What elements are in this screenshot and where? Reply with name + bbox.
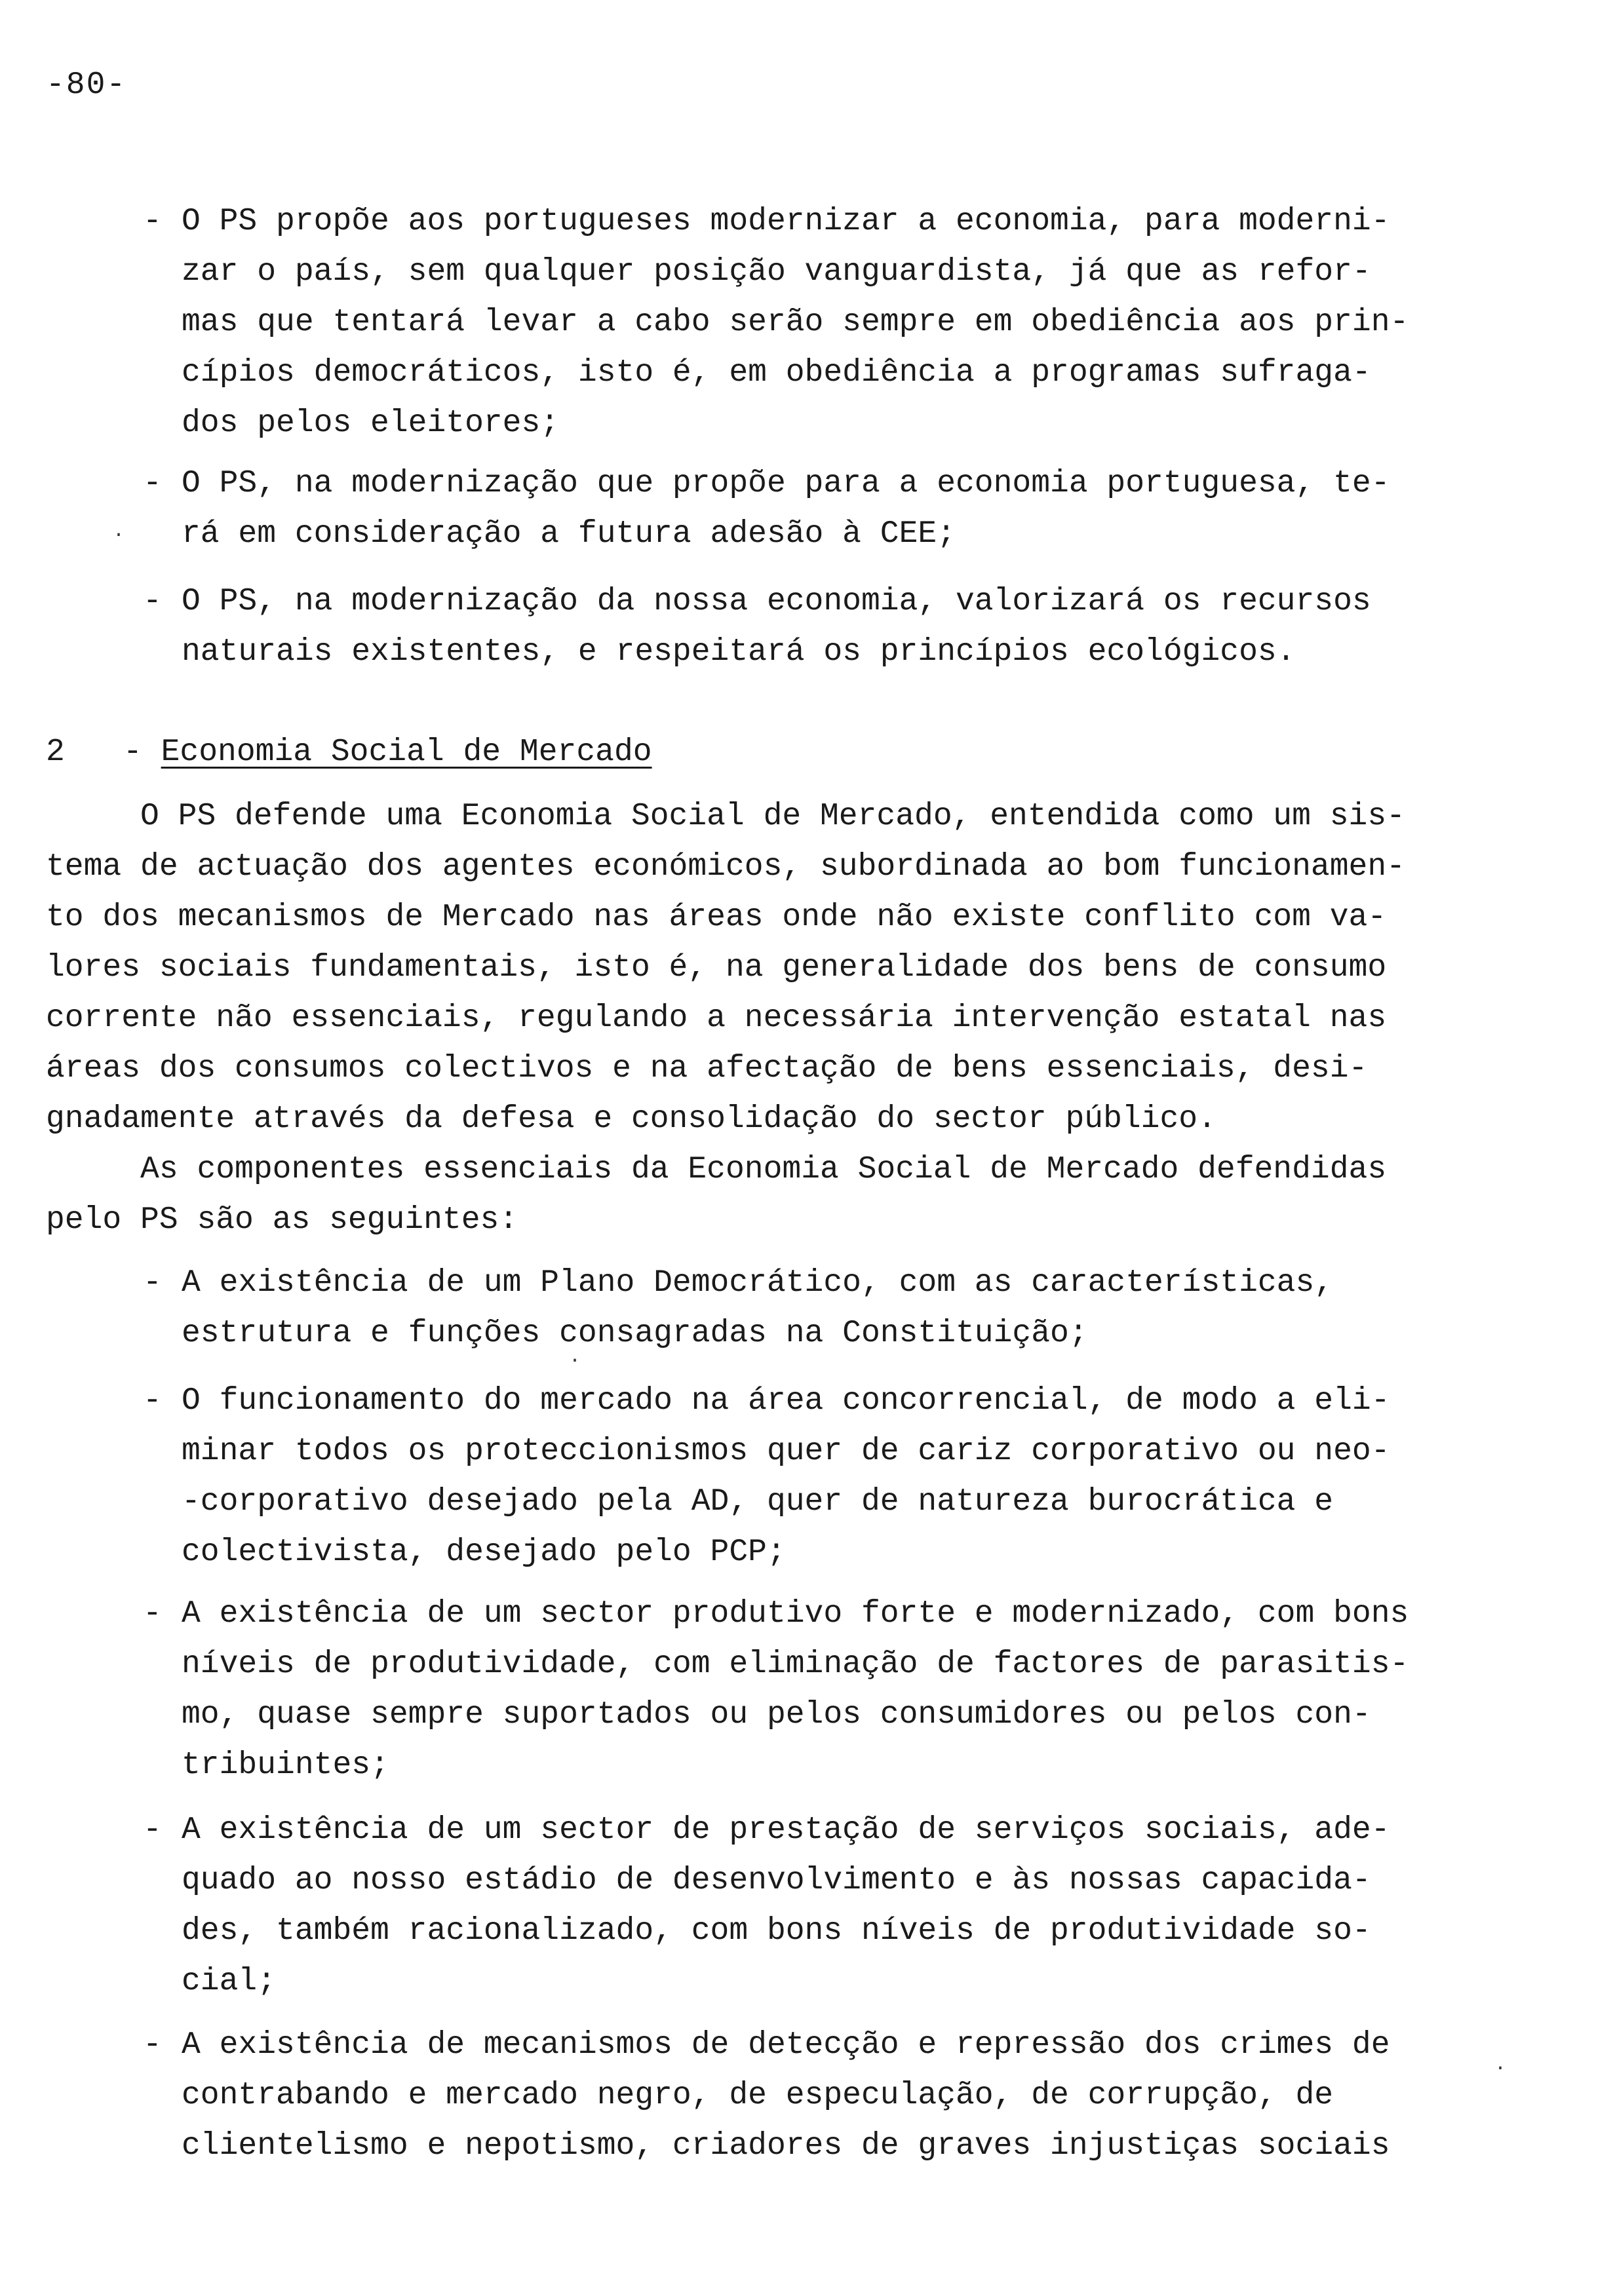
list-item-dash: - bbox=[143, 204, 162, 239]
scan-speck: · bbox=[113, 524, 125, 546]
list-item-dash: - bbox=[143, 1383, 162, 1419]
list-item-line: tribuintes; bbox=[182, 1748, 389, 1783]
section-title bbox=[123, 727, 652, 778]
list-item-line: rá em consideração a futura adesão à CEE; bbox=[182, 516, 956, 552]
paragraph-line: corrente não essenciais, regulando a necessária intervenção estatal nas bbox=[46, 1001, 1387, 1036]
list-item-line: mas que tentará levar a cabo serão sempre em obediência aos prin- bbox=[182, 305, 1409, 340]
list-item-dash: - bbox=[143, 1596, 162, 1632]
list-item-line: A existência de um Plano Democrático, com as características, bbox=[182, 1265, 1334, 1301]
list-item-dash: - bbox=[143, 466, 162, 501]
paragraph-line: tema de actuação dos agentes económicos, subordinada ao bom funcionamen- bbox=[46, 849, 1405, 885]
list-item-line: clientelismo e nepotismo, criadores de graves injustiças sociais bbox=[182, 2128, 1390, 2164]
list-item-line: -corporativo desejado pela AD, quer de natureza burocrática e bbox=[182, 1484, 1334, 1520]
list-item-line: quado ao nosso estádio de desenvolvimento e às nossas capacida- bbox=[182, 1863, 1371, 1898]
paragraph-line: to dos mecanismos de Mercado nas áreas onde não existe conflito com va- bbox=[46, 900, 1387, 935]
paragraph-line: lores sociais fundamentais, isto é, na generalidade dos bens de consumo bbox=[46, 950, 1387, 985]
section-title-text: Economia Social de Mercado bbox=[161, 735, 652, 770]
list-item-line: A existência de mecanismos de detecção e repressão dos crimes de bbox=[182, 2027, 1390, 2063]
paragraph-line: gnadamente através da defesa e consolidação do sector público. bbox=[46, 1101, 1216, 1137]
list-item-line: zar o país, sem qualquer posição vanguardista, já que as refor- bbox=[182, 254, 1371, 290]
list-item-line: O PS, na modernização que propõe para a economia portuguesa, te- bbox=[182, 466, 1390, 501]
list-item-line: contrabando e mercado negro, de especulação, de corrupção, de bbox=[182, 2078, 1334, 2113]
list-item-line: colectivista, desejado pelo PCP; bbox=[182, 1535, 786, 1570]
list-item-line: dos pelos eleitores; bbox=[182, 406, 560, 441]
section-number: 2 bbox=[46, 735, 65, 770]
list-item-line: O funcionamento do mercado na área concorrencial, de modo a eli- bbox=[182, 1383, 1390, 1419]
list-item-dash: - bbox=[143, 1265, 162, 1301]
scan-speck: · bbox=[569, 1350, 581, 1372]
section-dash: - bbox=[123, 735, 142, 770]
list-item-line: A existência de um sector de prestação de serviços sociais, ade- bbox=[182, 1812, 1390, 1848]
list-item-line: mo, quase sempre suportados ou pelos consumidores ou pelos con- bbox=[182, 1697, 1371, 1732]
list-item-line: minar todos os proteccionismos quer de cariz corporativo ou neo- bbox=[182, 1434, 1390, 1469]
paragraph-line: áreas dos consumos colectivos e na afectação de bens essenciais, desi- bbox=[46, 1051, 1368, 1086]
list-item-line: estrutura e funções consagradas na Constituição; bbox=[182, 1316, 1088, 1351]
list-item-line: A existência de um sector produtivo forte e modernizado, com bons bbox=[182, 1596, 1409, 1632]
list-item-line: naturais existentes, e respeitará os princípios ecológicos. bbox=[182, 634, 1296, 670]
list-item-line: des, também racionalizado, com bons níveis de produtividade so- bbox=[182, 1913, 1371, 1949]
list-item-dash: - bbox=[143, 2027, 162, 2063]
list-item-line: O PS, na modernização da nossa economia, valorizará os recursos bbox=[182, 584, 1371, 619]
page-number: -80- bbox=[46, 67, 127, 103]
paragraph-line: pelo PS são as seguintes: bbox=[46, 1202, 518, 1238]
list-item-dash: - bbox=[143, 584, 162, 619]
list-item-line: níveis de produtividade, com eliminação de factores de parasitis- bbox=[182, 1647, 1409, 1682]
list-item-line: cípios democráticos, isto é, em obediência a programas sufraga- bbox=[182, 355, 1371, 391]
list-item-line: cial; bbox=[182, 1964, 277, 1999]
scan-speck: · bbox=[1494, 2057, 1507, 2080]
paragraph-line: As componentes essenciais da Economia Social de Mercado defendidas bbox=[46, 1152, 1387, 1187]
list-item-line: O PS propõe aos portugueses modernizar a economia, para moderni- bbox=[182, 204, 1390, 239]
list-item-dash: - bbox=[143, 1812, 162, 1848]
paragraph-line: O PS defende uma Economia Social de Mercado, entendida como um sis- bbox=[46, 799, 1405, 834]
